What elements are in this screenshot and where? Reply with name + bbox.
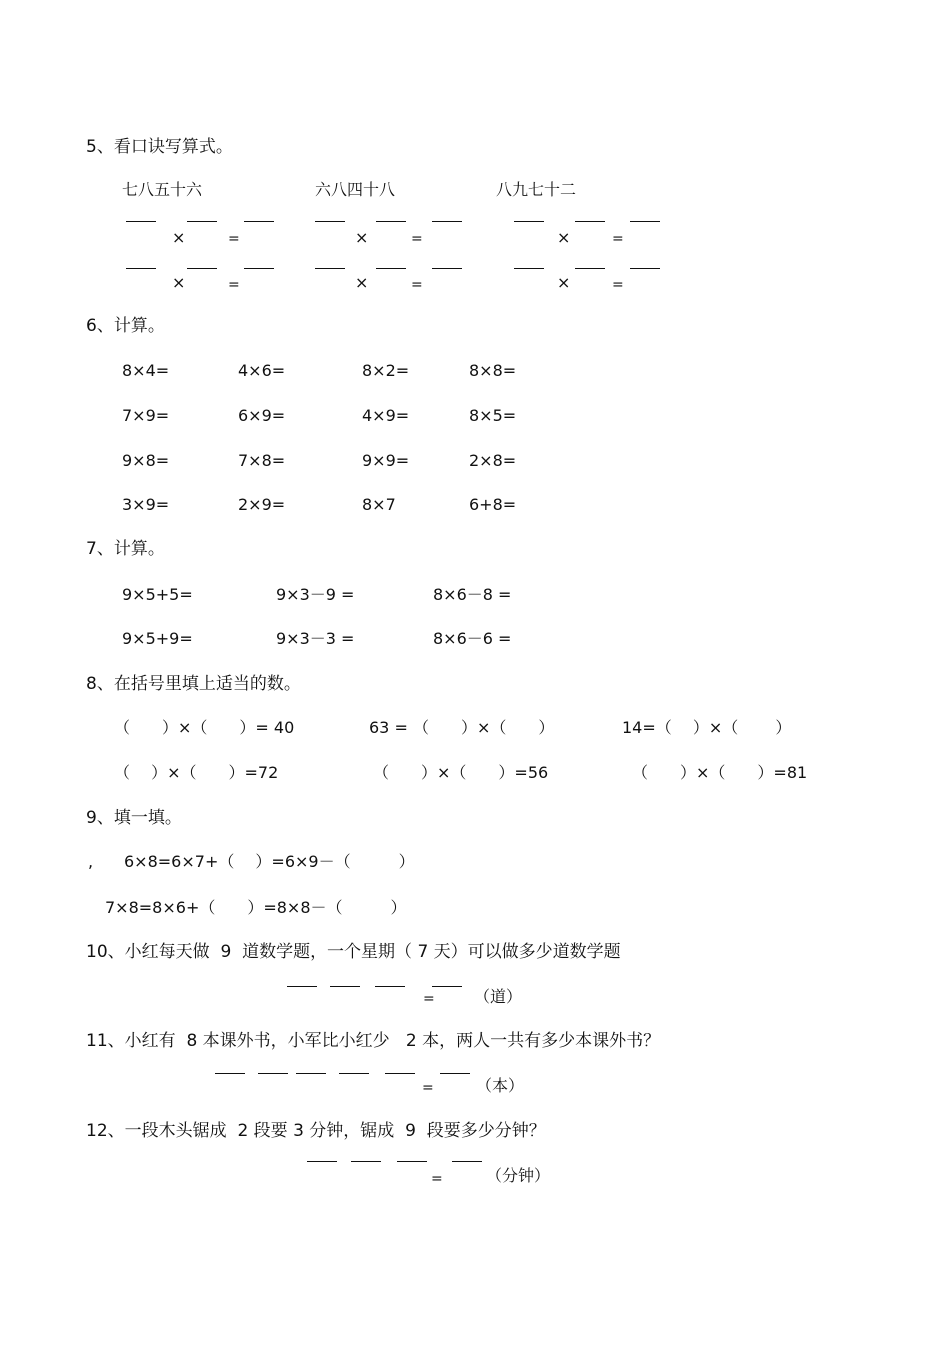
equals-sign: = <box>612 231 624 247</box>
answer-blank[interactable] <box>385 1073 415 1074</box>
answer-blank[interactable] <box>351 1161 381 1162</box>
answer-blank[interactable] <box>575 268 605 269</box>
times-sign: × <box>557 228 571 247</box>
answer-blank[interactable] <box>514 221 544 222</box>
answer-blank[interactable] <box>296 1073 326 1074</box>
answer-blank[interactable] <box>376 268 406 269</box>
q8-problem: （ ）×（ ）=56 <box>373 763 549 782</box>
q9-heading: 9、填一填。 <box>86 808 182 828</box>
equals-sign: = <box>228 231 240 247</box>
q6-problem: 7×9= <box>122 406 170 425</box>
q6-problem: 9×9= <box>362 451 410 470</box>
times-sign: × <box>172 273 186 292</box>
q7-problem: 9×5+9= <box>122 629 193 648</box>
q6-problem: 6+8= <box>469 495 517 514</box>
q7-heading: 7、计算。 <box>86 539 165 559</box>
answer-blank[interactable] <box>630 268 660 269</box>
q8-heading: 8、在括号里填上适当的数。 <box>86 674 301 694</box>
equals-sign: = <box>411 231 423 247</box>
q11-heading: 11、小红有 8 本课外书，小军比小红少 2 本，两人一共有多少本课外书？ <box>86 1031 661 1051</box>
equals-sign: = <box>422 1080 434 1096</box>
times-sign: × <box>172 228 186 247</box>
q7-problem: 9×3－3 = <box>276 629 355 648</box>
equals-sign: = <box>612 277 624 293</box>
q10-heading: 10、小红每天做 9 道数学题，一个星期（ 7 天）可以做多少道数学题 <box>86 942 621 962</box>
times-sign: × <box>557 273 571 292</box>
unit-label: （本） <box>476 1076 525 1095</box>
answer-blank[interactable] <box>187 221 217 222</box>
q9-line: 6×8=6×7+（ ）=6×9－（ ） <box>124 852 415 871</box>
equals-sign: = <box>423 991 435 1007</box>
q5-mnemonic-2: 六八四十八 <box>315 180 396 199</box>
answer-blank[interactable] <box>244 268 274 269</box>
q6-problem: 2×9= <box>238 495 286 514</box>
answer-blank[interactable] <box>432 268 462 269</box>
equals-sign: = <box>431 1171 443 1187</box>
q8-problem: 14=（ ）×（ ） <box>622 718 792 737</box>
q5-heading: 5、看口诀写算式。 <box>86 137 233 157</box>
times-sign: × <box>355 228 369 247</box>
q6-problem: 4×6= <box>238 361 286 380</box>
answer-blank[interactable] <box>307 1161 337 1162</box>
answer-blank[interactable] <box>215 1073 245 1074</box>
q7-problem: 9×5+5= <box>122 585 193 604</box>
unit-label: （道） <box>474 987 523 1006</box>
answer-blank[interactable] <box>287 986 317 987</box>
q9-line: 7×8=8×6+（ ）=8×8－（ ） <box>105 898 407 917</box>
q5-mnemonic-1: 七八五十六 <box>122 180 203 199</box>
q6-problem: 3×9= <box>122 495 170 514</box>
answer-blank[interactable] <box>244 221 274 222</box>
q6-problem: 4×9= <box>362 406 410 425</box>
answer-blank[interactable] <box>514 268 544 269</box>
q6-heading: 6、计算。 <box>86 316 165 336</box>
answer-blank[interactable] <box>630 221 660 222</box>
q7-problem: 9×3－9 = <box>276 585 355 604</box>
q6-problem: 8×2= <box>362 361 410 380</box>
answer-blank[interactable] <box>575 221 605 222</box>
q6-problem: 7×8= <box>238 451 286 470</box>
q8-problem: （ ）×（ ）=72 <box>114 763 279 782</box>
q6-problem: 8×8= <box>469 361 517 380</box>
equals-sign: = <box>228 277 240 293</box>
answer-blank[interactable] <box>315 221 345 222</box>
answer-blank[interactable] <box>126 268 156 269</box>
q7-problem: 8×6－8 = <box>433 585 512 604</box>
answer-blank[interactable] <box>397 1161 427 1162</box>
q6-problem: 8×5= <box>469 406 517 425</box>
q6-problem: 6×9= <box>238 406 286 425</box>
answer-blank[interactable] <box>375 986 405 987</box>
equals-sign: = <box>411 277 423 293</box>
q6-problem: 9×8= <box>122 451 170 470</box>
q5-mnemonic-3: 八九七十二 <box>496 180 577 199</box>
q8-problem: （ ）×（ ）= 40 <box>114 718 295 737</box>
answer-blank[interactable] <box>432 986 462 987</box>
q12-heading: 12、一段木头锯成 2 段要 3 分钟，锯成 9 段要多少分钟？ <box>86 1121 546 1141</box>
answer-blank[interactable] <box>376 221 406 222</box>
q6-problem: 8×4= <box>122 361 170 380</box>
q8-problem: （ ）×（ ）=81 <box>632 763 808 782</box>
answer-blank[interactable] <box>440 1073 470 1074</box>
q6-problem: 2×8= <box>469 451 517 470</box>
answer-blank[interactable] <box>330 986 360 987</box>
answer-blank[interactable] <box>187 268 217 269</box>
q7-problem: 8×6－6 = <box>433 629 512 648</box>
answer-blank[interactable] <box>258 1073 288 1074</box>
answer-blank[interactable] <box>339 1073 369 1074</box>
unit-label: （分钟） <box>486 1166 551 1185</box>
answer-blank[interactable] <box>126 221 156 222</box>
answer-blank[interactable] <box>452 1161 482 1162</box>
q6-problem: 8×7 <box>362 495 396 514</box>
stray-comma: , <box>88 852 94 871</box>
answer-blank[interactable] <box>432 221 462 222</box>
q8-problem: 63 = （ ）×（ ） <box>369 718 555 737</box>
answer-blank[interactable] <box>315 268 345 269</box>
times-sign: × <box>355 273 369 292</box>
